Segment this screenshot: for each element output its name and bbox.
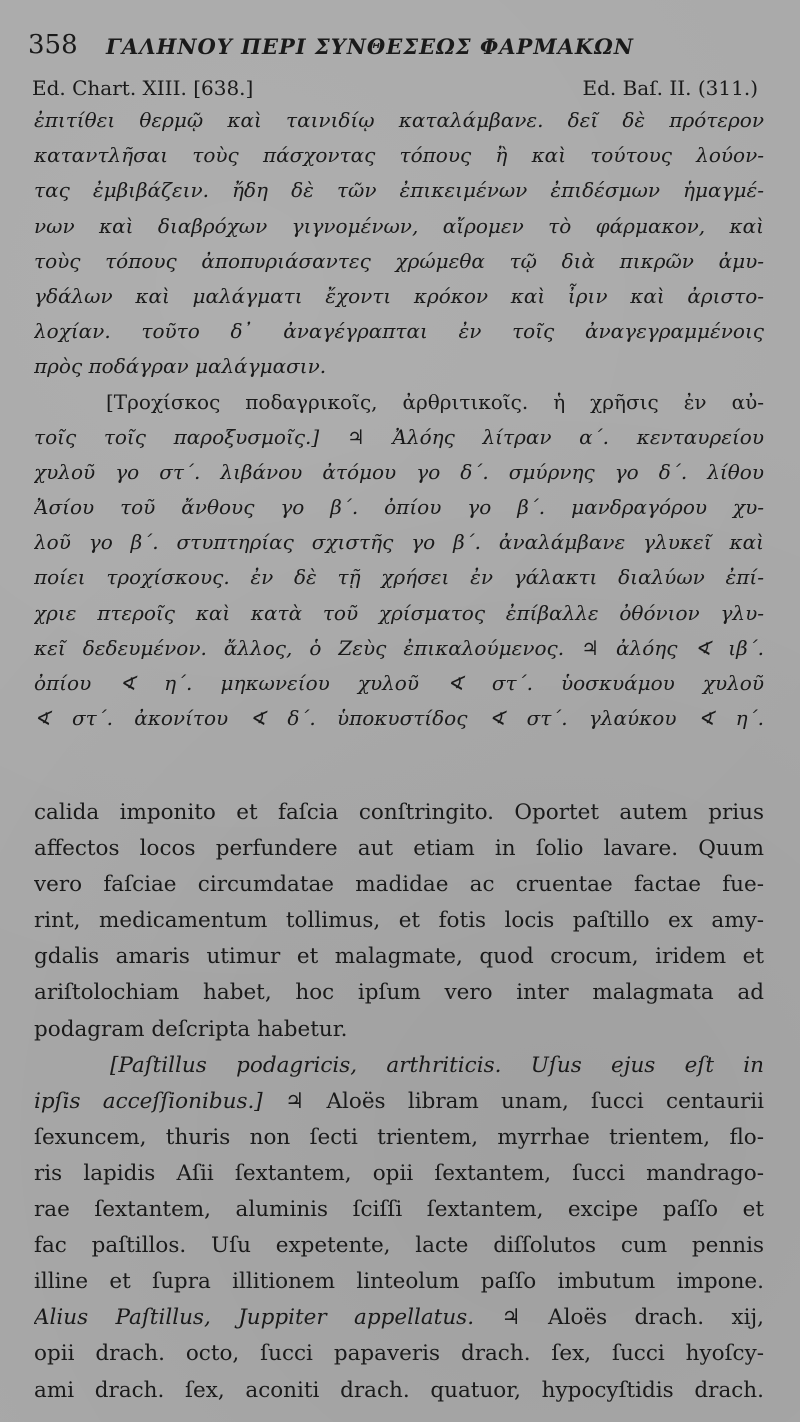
latin-recipe-line: rae ſextantem, aluminis ſciſſi ſextantem, excipe paſſo et <box>34 1197 764 1223</box>
latin-recipe-line: ſexuncem, thuris non ſecti trientem, myrrhae trientem, flo- <box>34 1124 764 1150</box>
latin-recipe-usage: ipſis acceſſionibus.] <box>34 1088 263 1114</box>
greek-recipe-line: τοῖς τοῖς παροξυσμοῖς.] ♃ Ἀλόης λίτραν α΄. κενταυρείου <box>34 424 764 449</box>
greek-recipe-line: χυλοῦ γο στ΄. λιβάνου ἀτόμου γο δ΄. σμύρνης γο δ΄. λίθου <box>34 459 764 484</box>
latin-recipe-title-line: [Paſtillus podagricis, arthriticis. Uſus ejus eſt in <box>110 1052 764 1078</box>
greek-line: γδάλων καὶ μαλάγματι ἔχοντι κρόκον καὶ ἶριν καὶ ἀριστο- <box>34 283 764 308</box>
latin-recipe-line: fac paſtillos. Uſu expetente, lacte diſſolutos cum pennis <box>34 1233 764 1259</box>
greek-line: τας ἐμβιβάζειν. ἤδη δὲ τῶν ἐπικειμένων ἐπιδέσμων ἡμαγμέ- <box>34 178 764 203</box>
greek-recipe-line: ∢ στ΄. ἀκονίτου ∢ δ΄. ὑποκυστίδος ∢ στ΄. γλαύκου ∢ η΄. <box>34 706 764 731</box>
latin-line: podagram deſcripta habetur. <box>34 1016 348 1042</box>
latin-line: ariſtolochiam habet, hoc ipſum vero inter malagmata ad <box>34 980 764 1006</box>
greek-line: ἐπιτίθει θερμῷ καὶ ταινιδίῳ καταλάμβανε. δεῖ δὲ πρότερον <box>34 108 764 132</box>
greek-recipe-line: λοῦ γο β΄. στυπτηρίας σχιστῆς γο β΄. ἀναλάμβανε γλυκεῖ καὶ <box>34 530 764 555</box>
latin-recipe-line: opii drach. octo, ſucci papaveris drach. ſex, ſucci hyoſcy- <box>34 1341 764 1367</box>
latin-line: vero faſciae circumdatae madidae ac cruentae factae fue- <box>34 872 764 898</box>
greek-recipe-line: Ἀσίου τοῦ ἄνθους γο β΄. ὀπίου γο β΄. μανδραγόρου χυ- <box>34 495 764 520</box>
latin-line: affectos locos perfundere aut etiam in ſolio lavare. Quum <box>34 836 764 862</box>
edition-reference-chartier: Ed. Chart. XIII. [638.] <box>32 76 254 100</box>
latin-recipe-ingredients: ♃ Aloës libram unam, ſucci centaurii <box>262 1088 764 1114</box>
greek-line: νων καὶ διαβρόχων γιγνομένων, αἴρομεν τὸ φάρμακον, καὶ <box>34 213 764 238</box>
latin-recipe-line <box>34 1300 764 1336</box>
page-header <box>28 30 780 66</box>
greek-recipe-line: κεῖ δεδευμένον. ἄλλος, ὁ Ζεὺς ἐπικαλούμενος. ♃ ἀλόης ∢ ιβ΄. <box>34 635 764 660</box>
running-head: ΓΑΛΗΝΟΥ ΠΕΡΙ ΣΥΝΘΕΣΕΩΣ ΦΑΡΜΑΚΩΝ <box>106 34 634 59</box>
edition-reference-line <box>32 76 758 106</box>
edition-reference-basel: Ed. Baſ. II. (311.) <box>582 76 758 100</box>
latin-line: calida imponito et faſcia conſtringito. Oportet autem prius <box>34 800 764 825</box>
greek-line: πρὸς ποδάγραν μαλάγμασιν. <box>34 354 327 379</box>
greek-recipe-line: [Τροχίσκος ποδαγρικοῖς, ἀρθριτικοῖς. ἡ χρῆσις ἐν αὐ- <box>106 389 764 414</box>
latin-recipe-line: illine et ſupra illitionem linteolum paſſo imbutum impone. <box>34 1269 764 1295</box>
page-number: 358 <box>28 30 78 60</box>
latin-line: rint, medicamentum tollimus, et fotis locis paſtillo ex amy- <box>34 908 764 934</box>
greek-line: λοχίαν. τοῦτο δ᾽ ἀναγέγραπται ἐν τοῖς ἀναγεγραμμένοις <box>34 319 764 344</box>
greek-recipe-line: ποίει τροχίσκους. ἐν δὲ τῇ χρήσει ἐν γάλακτι διαλύων ἐπί- <box>34 565 764 590</box>
latin-recipe-line <box>34 1084 764 1120</box>
greek-recipe-line: ὀπίου ∢ η΄. μηκωνείου χυλοῦ ∢ στ΄. ὑοσκυάμου χυλοῦ <box>34 671 764 695</box>
latin-recipe-alt-title: Alius Paſtillus, Juppiter appellatus. <box>34 1305 475 1331</box>
latin-text-block <box>34 795 764 1409</box>
greek-recipe-line: χριε πτεροῖς καὶ κατὰ τοῦ χρίσματος ἐπίβαλλε ὀθόνιον γλυ- <box>34 600 764 625</box>
latin-recipe-ingredients: ♃ Aloës drach. xij, <box>474 1305 764 1331</box>
greek-line: καταντλῆσαι τοὺς πάσχοντας τόπους ἢ καὶ τούτους λούον- <box>34 143 764 168</box>
latin-line: gdalis amaris utimur et malagmate, quod crocum, iridem et <box>34 944 764 970</box>
latin-recipe-line: ami drach. ſex, aconiti drach. quatuor, hypocyſtidis drach. <box>34 1377 764 1403</box>
greek-text-block <box>34 103 764 736</box>
latin-recipe-line: ris lapidis Aſii ſextantem, opii ſextantem, ſucci mandrago- <box>34 1160 764 1186</box>
greek-line: τοὺς τόπους ἀποπυριάσαντες χρώμεθα τῷ διὰ πικρῶν ἀμυ- <box>34 248 764 273</box>
